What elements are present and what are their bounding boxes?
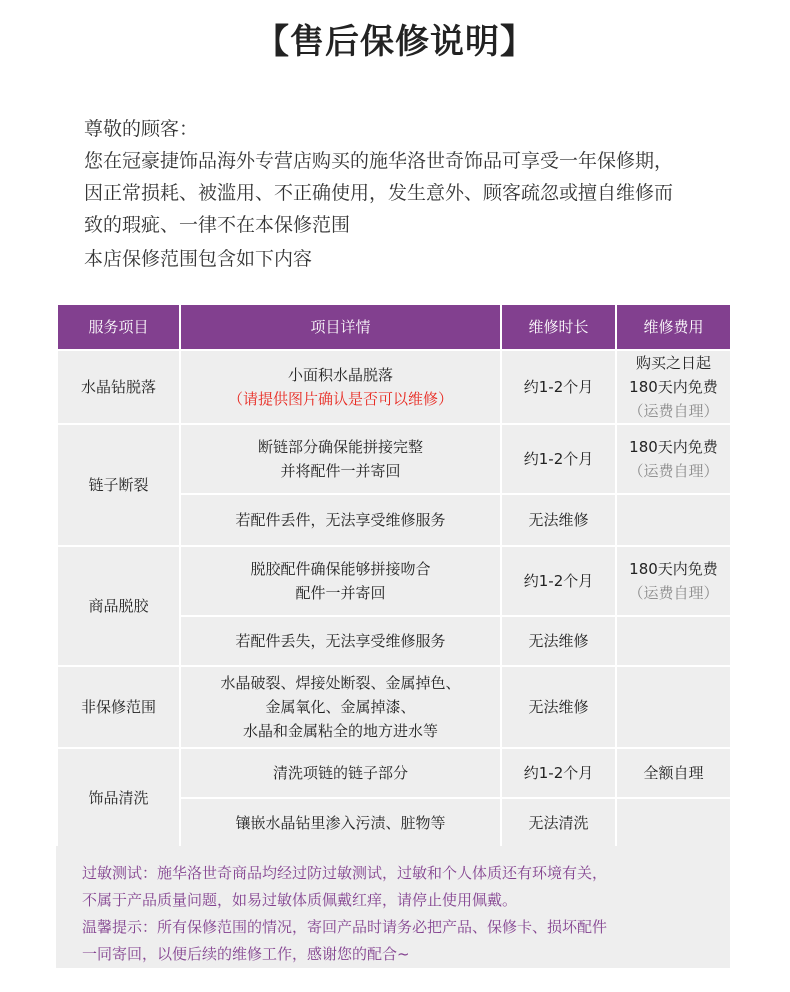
- header-item-detail: 项目详情: [180, 304, 501, 350]
- table-row: [57, 546, 731, 616]
- table-row: [57, 424, 731, 494]
- fee-note: （运费自理）: [628, 584, 719, 602]
- fee-cell: [616, 616, 731, 666]
- detail-cell: [180, 546, 501, 616]
- duration-cell: 约1-2个月: [501, 350, 616, 424]
- detail-line: 脱胶配件确保能够拼接吻合: [250, 560, 431, 578]
- table-row: [57, 350, 731, 424]
- detail-line: 若配件丢件，无法享受维修服务: [235, 511, 446, 529]
- duration-cell: 无法维修: [501, 666, 616, 748]
- category-cell: 商品脱胶: [57, 546, 180, 666]
- detail-line: 小面积水晶脱落: [287, 366, 393, 384]
- detail-line: 断链部分确保能拼接完整: [257, 438, 423, 456]
- detail-line: 镶嵌水晶钻里渗入污渍、脏物等: [235, 814, 446, 832]
- header-repair-time: 维修时长: [501, 304, 616, 350]
- intro-greeting: 尊敬的顾客：: [84, 118, 199, 140]
- fee-cell: [616, 424, 731, 494]
- fee-cell: [616, 494, 731, 546]
- detail-warning: （请提供图片确认是否可以维修）: [227, 390, 453, 408]
- duration-cell: 无法清洗: [501, 798, 616, 848]
- fee-note: （运费自理）: [628, 462, 719, 480]
- allergy-note: 不属于产品质量问题，如易过敏体质佩戴红痒，请停止使用佩戴。: [82, 891, 518, 909]
- fee-line: 180天内免费: [629, 378, 718, 396]
- duration-cell: 约1-2个月: [501, 748, 616, 798]
- notes-box: [56, 846, 730, 968]
- detail-line: 水晶和金属粘全的地方进水等: [242, 722, 438, 740]
- header-repair-fee: 维修费用: [616, 304, 731, 350]
- detail-line: 清洗项链的链子部分: [272, 764, 408, 782]
- detail-line: 水晶破裂、焊接处断裂、金属掉色、: [220, 674, 461, 692]
- detail-line: 配件一并寄回: [295, 584, 386, 602]
- table-row: [57, 748, 731, 798]
- duration-cell: 约1-2个月: [501, 546, 616, 616]
- intro-line: 致的瑕疵、一律不在本保修范围: [84, 214, 351, 236]
- category-cell: 水晶钻脱落: [57, 350, 180, 424]
- intro-line: 因正常损耗、被滥用、不正确使用，发生意外、顾客疏忽或擅自维修而: [84, 182, 674, 204]
- detail-cell: [180, 424, 501, 494]
- detail-cell: [180, 748, 501, 798]
- category-cell: 链子断裂: [57, 424, 180, 546]
- fee-line: 全额自理: [643, 764, 704, 782]
- page-title: 【售后保修说明】: [255, 22, 535, 62]
- fee-note: （运费自理）: [628, 402, 719, 420]
- category-cell: 饰品清洗: [57, 748, 180, 848]
- fee-line: 180天内免费: [629, 560, 718, 578]
- intro-line: 本店保修范围包含如下内容: [84, 248, 313, 270]
- table-row: [57, 666, 731, 748]
- duration-cell: 约1-2个月: [501, 424, 616, 494]
- intro-line: 您在冠豪捷饰品海外专营店购买的施华洛世奇饰品可享受一年保修期，: [84, 150, 674, 172]
- detail-cell: [180, 798, 501, 848]
- fee-line: 180天内免费: [629, 438, 718, 456]
- fee-cell: [616, 798, 731, 848]
- table-header-row: [57, 304, 731, 350]
- warranty-table: [56, 303, 732, 849]
- reminder-note: 一同寄回，以便后续的维修工作，感谢您的配合~: [82, 945, 410, 963]
- detail-line: 并将配件一并寄回: [280, 462, 401, 480]
- detail-cell: [180, 350, 501, 424]
- detail-line: 若配件丢失，无法享受维修服务: [235, 632, 446, 650]
- detail-line: 金属氧化、金属掉漆、: [265, 698, 416, 716]
- duration-cell: 无法维修: [501, 616, 616, 666]
- fee-line: 购买之日起: [635, 354, 711, 372]
- fee-cell: [616, 546, 731, 616]
- reminder-note: 温馨提示：所有保修范围的情况，寄回产品时请务必把产品、保修卡、损坏配件: [82, 918, 608, 936]
- fee-cell: [616, 350, 731, 424]
- fee-cell: [616, 666, 731, 748]
- allergy-note: 过敏测试：施华洛世奇商品均经过防过敏测试，过敏和个人体质还有环境有关，: [82, 864, 608, 882]
- header-service-item: 服务项目: [57, 304, 180, 350]
- detail-cell: [180, 616, 501, 666]
- detail-cell: [180, 666, 501, 748]
- category-cell: 非保修范围: [57, 666, 180, 748]
- fee-cell: [616, 748, 731, 798]
- duration-cell: 无法维修: [501, 494, 616, 546]
- intro-text: [84, 113, 724, 275]
- detail-cell: [180, 494, 501, 546]
